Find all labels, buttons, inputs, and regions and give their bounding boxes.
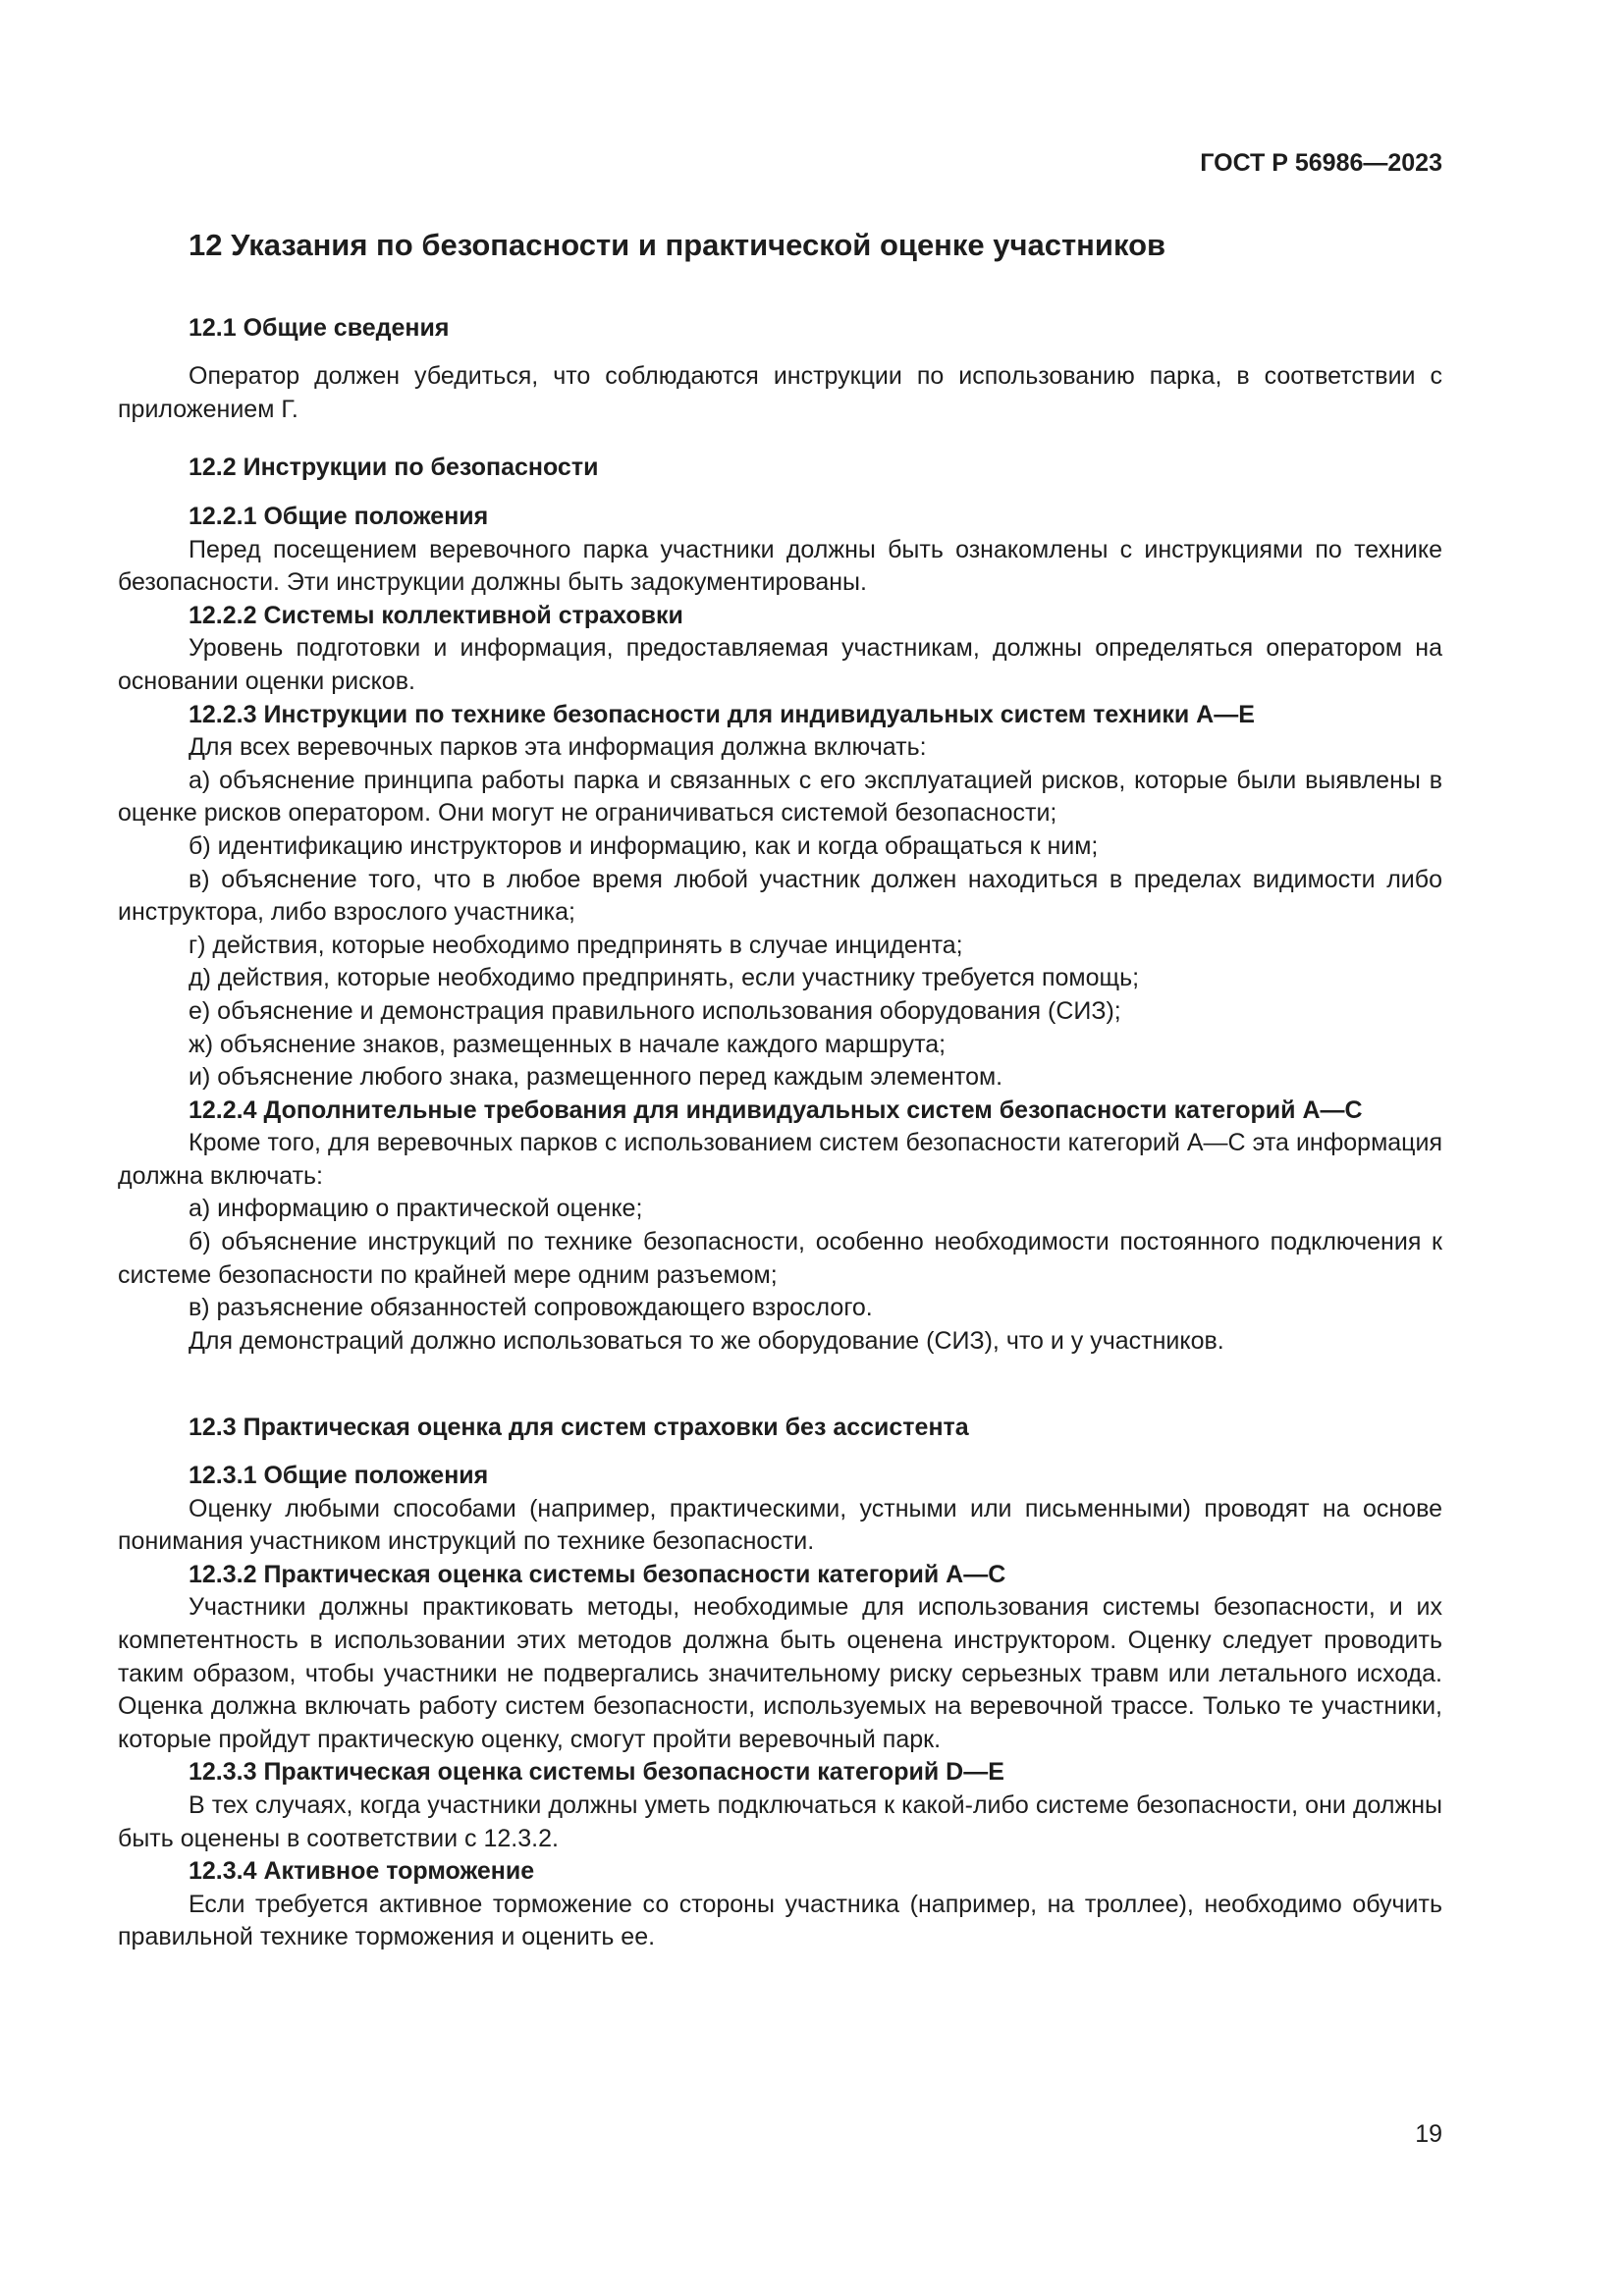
list-item: а) информацию о практической оценке; (189, 1195, 643, 1223)
list-item: е) объяснение и демонстрация правильного использования оборудования (СИЗ); (189, 996, 1121, 1025)
subsection-12-3-body (118, 1460, 1442, 1954)
paragraph-12-3-3: В тех случаях, когда участники должны уметь подключаться к какой-либо системе безопасности, они должны быть оценены в соответствии с 12.3.2. (118, 1790, 1442, 1852)
heading-12-1: 12.1 Общие сведения (189, 314, 450, 342)
heading-12-3: 12.3 Практическая оценка для систем страховки без ассистента (189, 1414, 969, 1441)
paragraph-12-2-1: Перед посещением веревочного парка участники должны быть ознакомлены с инструкциями по технике безопасности. Эти инструкции должны быть задокументированы. (118, 535, 1442, 597)
list-item: в) разъяснение обязанностей сопровождающего взрослого. (189, 1294, 873, 1322)
heading-12-2-1: 12.2.1 Общие положения (189, 503, 489, 530)
heading-12-2-4: 12.2.4 Дополнительные требования для индивидуальных систем безопасности категорий А—С (189, 1095, 1363, 1124)
document-code: ГОСТ Р 56986—2023 (1200, 149, 1442, 177)
paragraph-12-2-3: Для всех веревочных парков эта информация должна включать: (189, 733, 927, 762)
list-item: б) идентификацию инструкторов и информацию, как и когда обращаться к ним; (189, 831, 1099, 860)
paragraph-12-1: Оператор должен убедиться, что соблюдаются инструкции по использованию парка, в соответствии с приложением Г. (118, 362, 1442, 423)
list-item: б) объяснение инструкций по технике безопасности, особенно необходимости постоянного подключения к системе безопасности по крайней мере одним разъемом; (118, 1228, 1442, 1289)
subsection-12-3 (118, 1412, 1442, 1445)
subsection-12-1-body (118, 360, 1442, 426)
heading-12-2-3: 12.2.3 Инструкции по технике безопасности для индивидуальных систем техники А—Е (189, 700, 1255, 728)
list-item: в) объяснение того, что в любое время любой участник должен находиться в пределах видимости либо инструктора, либо взрослого участника; (118, 865, 1442, 927)
section-title: 12 Указания по безопасности и практической оценке участников (189, 228, 1166, 262)
list-item: г) действия, которые необходимо предпринять в случае инцидента; (189, 931, 963, 959)
heading-12-3-4: 12.3.4 Активное торможение (189, 1857, 535, 1886)
heading-12-3-3: 12.3.3 Практическая оценка системы безопасности категорий D—E (189, 1758, 1004, 1787)
subsection-12-1 (118, 312, 1442, 346)
paragraph-12-3-4: Если требуется активное торможение со стороны участника (например, на троллее), необходимо обучить правильной технике торможения и оценить ее. (118, 1890, 1442, 1951)
page-number: 19 (1415, 2120, 1442, 2148)
subsection-12-2-body (118, 501, 1442, 1358)
paragraph-12-2-4-demo: Для демонстраций должно использоваться то же оборудование (СИЗ), что и у участников. (189, 1326, 1224, 1355)
heading-12-2: 12.2 Инструкции по безопасности (189, 454, 599, 481)
list-item: д) действия, которые необходимо предпринять, если участнику требуется помощь; (189, 964, 1140, 992)
paragraph-12-3-2: Участники должны практиковать методы, необходимые для использования системы безопасности, и их компетентность в использовании этих методов должна быть оценена инструктором. Оценку следует проводить таким образом, чтобы участники не подвергались значительному риску серьезных травм или летального исхода. Оценка должна включать работу систем безопасности, используемых на веревочной трассе. Только те участники, которые пройдут практическую оценку, смогут пройти веревочный парк. (118, 1593, 1442, 1753)
paragraph-12-2-2: Уровень подготовки и информация, предоставляемая участникам, должны определяться оператором на основании оценки рисков. (118, 634, 1442, 695)
heading-12-2-2: 12.2.2 Системы коллективной страховки (189, 601, 683, 629)
heading-12-3-2: 12.3.2 Практическая оценка системы безопасности категорий А—С (189, 1560, 1006, 1588)
paragraph-12-2-4: Кроме того, для веревочных парков с использованием систем безопасности категорий А—С эта информация должна включать: (118, 1129, 1442, 1190)
paragraph-12-3-1: Оценку любыми способами (например, практическими, устными или письменными) проводят на основе понимания участником инструкций по технике безопасности. (118, 1494, 1442, 1556)
heading-12-3-1: 12.3.1 Общие положения (189, 1462, 489, 1489)
list-item: и) объяснение любого знака, размещенного перед каждым элементом. (189, 1063, 1003, 1092)
list-item: а) объяснение принципа работы парка и связанных с его эксплуатацией рисков, которые были выявлены в оценке рисков оператором. Они могут не ограничиваться системой безопасности; (118, 766, 1442, 828)
list-item: ж) объяснение знаков, размещенных в начале каждого маршрута; (189, 1030, 947, 1058)
subsection-12-2 (118, 452, 1442, 485)
